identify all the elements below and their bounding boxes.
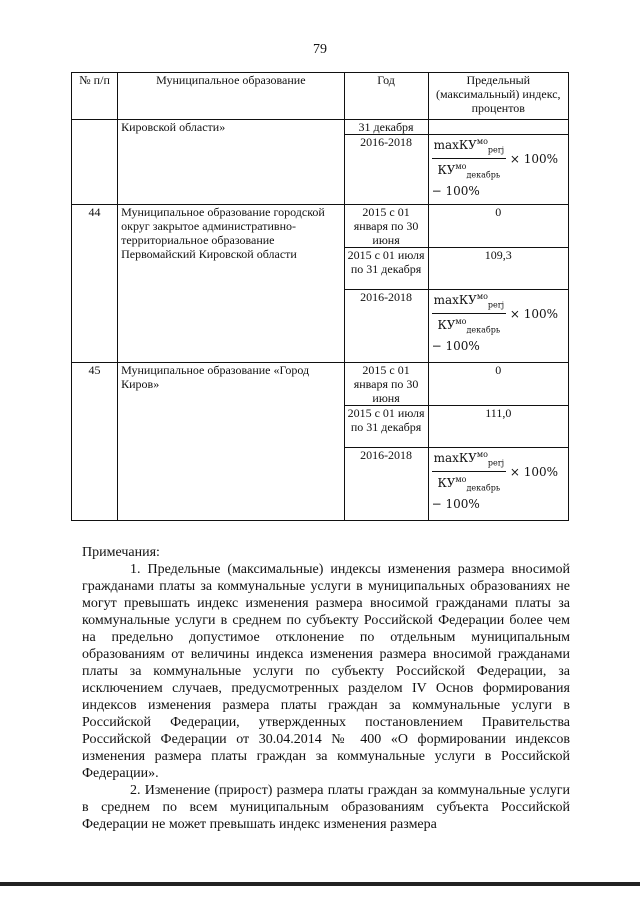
table-row — [72, 363, 569, 406]
table-row — [72, 120, 569, 135]
cell-index: 111,0 — [428, 406, 568, 448]
index-table — [71, 72, 569, 521]
cell-year: 2015 с 01 января по 30 июня — [344, 205, 428, 248]
table-row — [72, 205, 569, 248]
cell-year: 2015 с 01 июля по 31 декабря — [344, 406, 428, 448]
cell-index: 0 — [428, 205, 568, 248]
notes-section — [82, 544, 570, 833]
note-paragraph: 1. Предельные (максимальные) индексы изменения размера вносимой гражданами платы за коммунальные услуги в муниципальных образованиях не могут превышать индекс изменения размера вносимой гражданами платы за коммунальные услуги в среднем по субъекту Российской Федерации более чем на предельно допустимое отклонение по отдельным муниципальным образованиям от величины индекса изменения размера вносимой гражданами платы за коммунальные услуги по субъекту Российской Федерации, за исключением случаев, предусмотренных разделом IV Основ формирования индексов изменения размера платы граждан за коммунальные услуги в Российской Федерации, утвержденных постановлением Правительства Российской Федерации от 30.04.2014 № 400 «О формировании индексов изменения размера платы граждан за коммунальные услуги в Российской Федерации». — [82, 562, 570, 781]
header-index: Предельный (максимальный) индекс, процентов — [428, 73, 568, 120]
cell-num: 45 — [72, 363, 118, 521]
cell-year: 2016-2018 — [344, 290, 428, 363]
formula-fraction: $\frac{\max КУ^{мо}_{perj}}{КУ^{мо}_{декабрь}}$ — [433, 137, 505, 180]
header-year: Год — [344, 73, 428, 120]
cell-year: 2015 с 01 июля по 31 декабря — [344, 248, 428, 290]
cell-municipality: Кировской области» — [118, 120, 344, 205]
cell-year: 31 декабря — [344, 120, 428, 135]
cell-municipality: Муниципальное образование городской округ закрытое административно-территориальное образование Первомайский Кировской области — [118, 205, 344, 363]
note-paragraph: 2. Изменение (прирост) размера платы граждан за коммунальные услуги в среднем по всем муниципальным образованиям субъекта Российской Федерации не может превышать индекс изменения размера — [82, 783, 570, 832]
formula-cell: $\frac{\max КУ^{мо}_{perj}}{КУ^{мо}_{декабрь}}$ × 100% − 100% — [428, 135, 568, 205]
header-municipality: Муниципальное образование — [118, 73, 344, 120]
cell-index: 109,3 — [428, 248, 568, 290]
formula-cell: $\frac{\max КУ^{мо}_{perj}}{КУ^{мо}_{декабрь}}$ × 100% − 100% — [428, 448, 568, 521]
table-header-row — [72, 73, 569, 120]
cell-municipality: Муниципальное образование «Город Киров» — [118, 363, 344, 521]
cell-year: 2015 с 01 января по 30 июня — [344, 363, 428, 406]
notes-title: Примечания: — [82, 545, 160, 560]
page-number: 79 — [313, 42, 327, 57]
formula-fraction: $\frac{\max КУ^{мо}_{perj}}{КУ^{мо}_{декабрь}}$ — [433, 292, 505, 335]
page-bottom-rule — [0, 882, 640, 886]
formula-cell: $\frac{\max КУ^{мо}_{perj}}{КУ^{мо}_{декабрь}}$ × 100% − 100% — [428, 290, 568, 363]
cell-index: 0 — [428, 363, 568, 406]
cell-year: 2016-2018 — [344, 135, 428, 205]
formula-fraction: $\frac{\max КУ^{мо}_{perj}}{КУ^{мо}_{декабрь}}$ — [433, 450, 505, 493]
cell-year: 2016-2018 — [344, 448, 428, 521]
header-num: № п/п — [72, 73, 118, 120]
cell-num: 44 — [72, 205, 118, 363]
